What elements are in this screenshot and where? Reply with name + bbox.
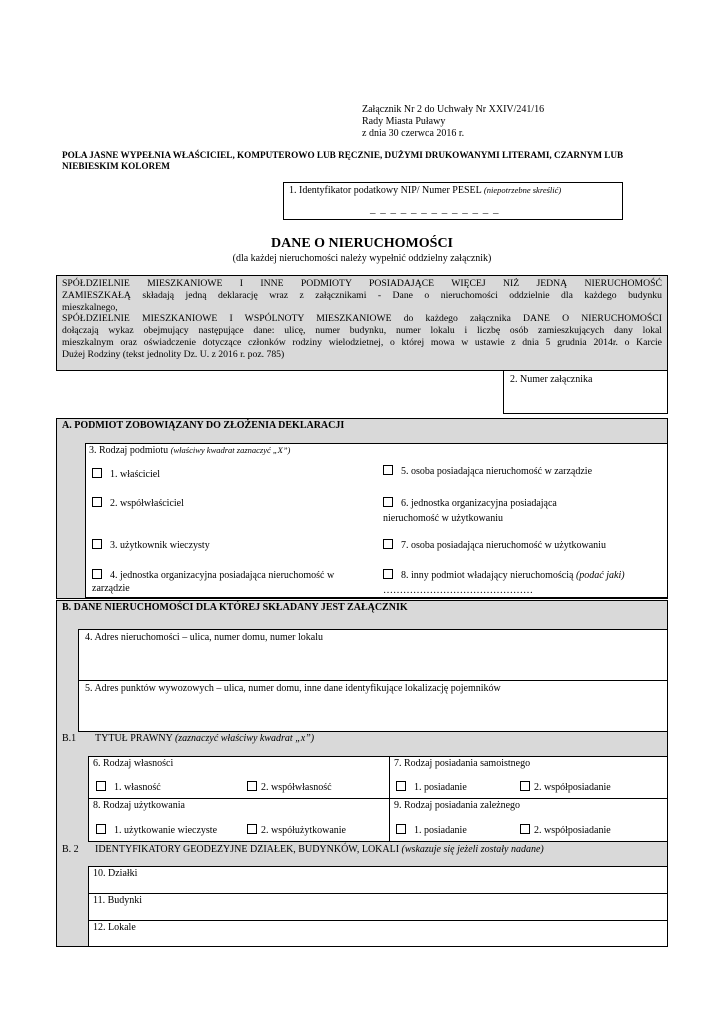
notice-line-7: Dużej Rodziny (tekst jednolity Dz. U. z 2016 r. poz. 785) [62,348,285,360]
collection-points-field[interactable] [78,680,668,732]
geodesic-grid [88,866,668,947]
b2-note: (wskazuje się jeżeli zostały nadane) [401,844,544,855]
ownership-label: 1. własność [114,782,161,793]
subject-type-label: 3. Rodzaj podmiotu [89,445,169,456]
opt-co-possession-9[interactable] [520,824,611,836]
subject-type-note: (właściwy kwadrat zaznaczyć „X”) [170,445,291,455]
co-owner-checkbox[interactable] [92,497,102,507]
subject-type-label-wrap [89,445,290,456]
org-unit-usage-checkbox[interactable] [383,497,393,507]
option-other[interactable] [383,569,625,581]
attachment-number-label: 2. Numer załącznika [510,374,593,385]
geodesic-divider-1 [88,893,668,894]
section-b-title: B. DANE NIERUCHOMOŚCI DLA KTÓREJ SKŁADANY JEST ZAŁĄCZNIK [62,602,408,613]
notice-line-1: SPÓŁDZIELNIE MIESZKANIOWE I INNE PODMIOTY POSIADAJĄCE WIĘCEJ NIŻ JEDNĄ NIERUCHOMOŚĆ [62,278,662,289]
possession-7-label: 1. posiadanie [414,782,467,793]
b1-label: B.1 [62,733,77,744]
possession-7-checkbox[interactable] [396,781,406,791]
possession-9-checkbox[interactable] [396,824,406,834]
premises-label[interactable]: 12. Lokale [93,922,136,933]
perpetual-user-checkbox[interactable] [92,539,102,549]
co-ownership-label: 2. współwłasność [261,782,332,793]
b2-title: IDENTYFIKATORY GEODEZYJNE DZIAŁEK, BUDYNKÓW, LOKALI [95,844,400,855]
opt-co-possession-7[interactable] [520,781,611,793]
opt-co-usage[interactable] [247,824,346,836]
header-line-2: Rady Miasta Puławy [362,116,446,127]
owner-checkbox[interactable] [92,468,102,478]
legal-title-divider [88,798,668,799]
usage-type-label: 8. Rodzaj użytkowania [93,800,185,811]
attachment-number-field[interactable] [503,370,668,414]
org-unit-usage-label: 6. jednostka organizacyjna posiadająca [401,498,557,509]
property-address-label: 4. Adres nieruchomości – ulica, numer domu, numer lokalu [85,632,324,643]
tax-id-note: (niepotrzebne skreślić) [483,185,562,195]
legal-title-vdivider [389,756,390,842]
option-co-owner[interactable] [92,497,184,509]
b1-title: TYTUŁ PRAWNY [95,733,173,744]
notice-line-3: mieszkalnego, [62,301,118,313]
other-note: (podać jaki) [575,570,625,581]
managing-holder-label: 5. osoba posiadająca nieruchomość w zarządzie [401,466,593,477]
co-possession-9-label: 2. współposiadanie [534,825,611,836]
opt-possession-9[interactable] [396,824,467,836]
other-checkbox[interactable] [383,569,393,579]
page-title: DANE O NIERUCHOMOŚCI [270,236,453,251]
opt-ownership[interactable] [96,781,161,793]
notice-text [62,278,662,361]
independent-possession-label: 7. Rodzaj posiadania samoistnego [394,758,531,769]
header-line-3: z dnia 30 czerwca 2016 r. [362,128,465,139]
property-address-field[interactable] [78,629,668,681]
other-dots: ……………………………………… [383,585,533,596]
notice-line-4: SPÓŁDZIELNIE MIESZKANIOWE I WSPÓLNOTY MIESZKANIOWE do każdego załącznika DANE O NIERUCHOMOŚCI [62,313,662,325]
perpetual-user-label: 3. użytkownik wieczysty [110,540,210,551]
collection-points-label: 5. Adres punktów wywozowych – ulica, numer domu, inne dane identyfikujące lokalizację pojemników [85,683,501,694]
buildings-label[interactable]: 11. Budynki [93,895,143,906]
header-line-1: Załącznik Nr 2 do Uchwały Nr XXIV/241/16 [362,104,545,115]
notice-line-5: dołączają wykaz obejmujący następujące dane: ulicę, numer budynku, numer lokalu i liczbę osób zamieszkujących dany lokal [62,325,662,337]
b2-title-wrap [95,844,544,855]
notice-line-6: mieszkalnym oraz oświadczenie dotyczące członków rodziny wielodzietnej, o której mowa w ustawie z dnia 5 grudnia 2014r. o Karcie [62,336,662,348]
owner-label: 1. właściciel [110,469,160,480]
co-usage-checkbox[interactable] [247,824,257,834]
org-unit-management-label: 4. jednostka organizacyjna posiadająca nieruchomość w [110,570,335,581]
org-unit-management-label-2: zarządzie [92,583,130,594]
option-org-unit-usage[interactable] [383,497,557,509]
usage-holder-checkbox[interactable] [383,539,393,549]
perpetual-usage-label: 1. użytkowanie wieczyste [114,825,218,836]
possession-9-label: 1. posiadanie [414,825,467,836]
notice-line-2: ZAMIESZKAŁĄ składają jedną deklarację wraz z załącznikami - Dane o nieruchomości oddzielnie dla każdego budynku [62,289,662,301]
plots-label[interactable]: 10. Działki [93,868,138,879]
co-possession-9-checkbox[interactable] [520,824,530,834]
tax-id-label: 1. Identyfikator podatkowy NIP/ Numer PESEL [289,185,482,196]
managing-holder-checkbox[interactable] [383,465,393,475]
co-possession-7-checkbox[interactable] [520,781,530,791]
ownership-type-label: 6. Rodzaj własności [93,758,174,769]
opt-possession-7[interactable] [396,781,467,793]
instruction-line-2: NIEBIESKIM KOLOREM [62,161,170,171]
option-usage-holder[interactable] [383,539,606,551]
option-managing-holder[interactable] [383,465,592,477]
b2-label: B. 2 [62,844,79,855]
org-unit-management-checkbox[interactable] [92,569,102,579]
b1-note: (zaznaczyć właściwy kwadrat „x”) [174,733,315,744]
option-owner[interactable] [92,468,160,480]
option-org-unit-management[interactable] [92,569,334,581]
co-possession-7-label: 2. współposiadanie [534,782,611,793]
page-subtitle: (dla każdej nieruchomości należy wypełnić oddzielny załącznik) [232,253,492,264]
other-label: 8. inny podmiot władający nieruchomością [401,570,574,581]
b1-title-wrap [95,733,314,744]
opt-perpetual-usage[interactable] [96,824,217,836]
opt-co-ownership[interactable] [247,781,332,793]
usage-holder-label: 7. osoba posiadająca nieruchomość w użytkowaniu [401,540,606,551]
org-unit-usage-label-2: nieruchomość w użytkowaniu [383,513,503,524]
tax-id-dashes: _ _ _ _ _ _ _ _ _ _ _ _ _ [370,203,500,215]
co-usage-label: 2. współużytkowanie [261,825,346,836]
dependent-possession-label: 9. Rodzaj posiadania zależnego [394,800,521,811]
option-perpetual-user[interactable] [92,539,210,551]
co-owner-label: 2. współwłaściciel [110,498,184,509]
section-a-title: A. PODMIOT ZOBOWIĄZANY DO ZŁOŻENIA DEKLARACJI [62,420,345,431]
instruction-line-1: POLA JASNE WYPEŁNIA WŁAŚCICIEL, KOMPUTEROWO LUB RĘCZNIE, DUŻYMI DRUKOWANYMI LITERAMI, CZARNYM LUB [62,150,624,160]
tax-id-field[interactable] [283,182,623,220]
geodesic-divider-2 [88,920,668,921]
perpetual-usage-checkbox[interactable] [96,824,106,834]
co-ownership-checkbox[interactable] [247,781,257,791]
ownership-checkbox[interactable] [96,781,106,791]
